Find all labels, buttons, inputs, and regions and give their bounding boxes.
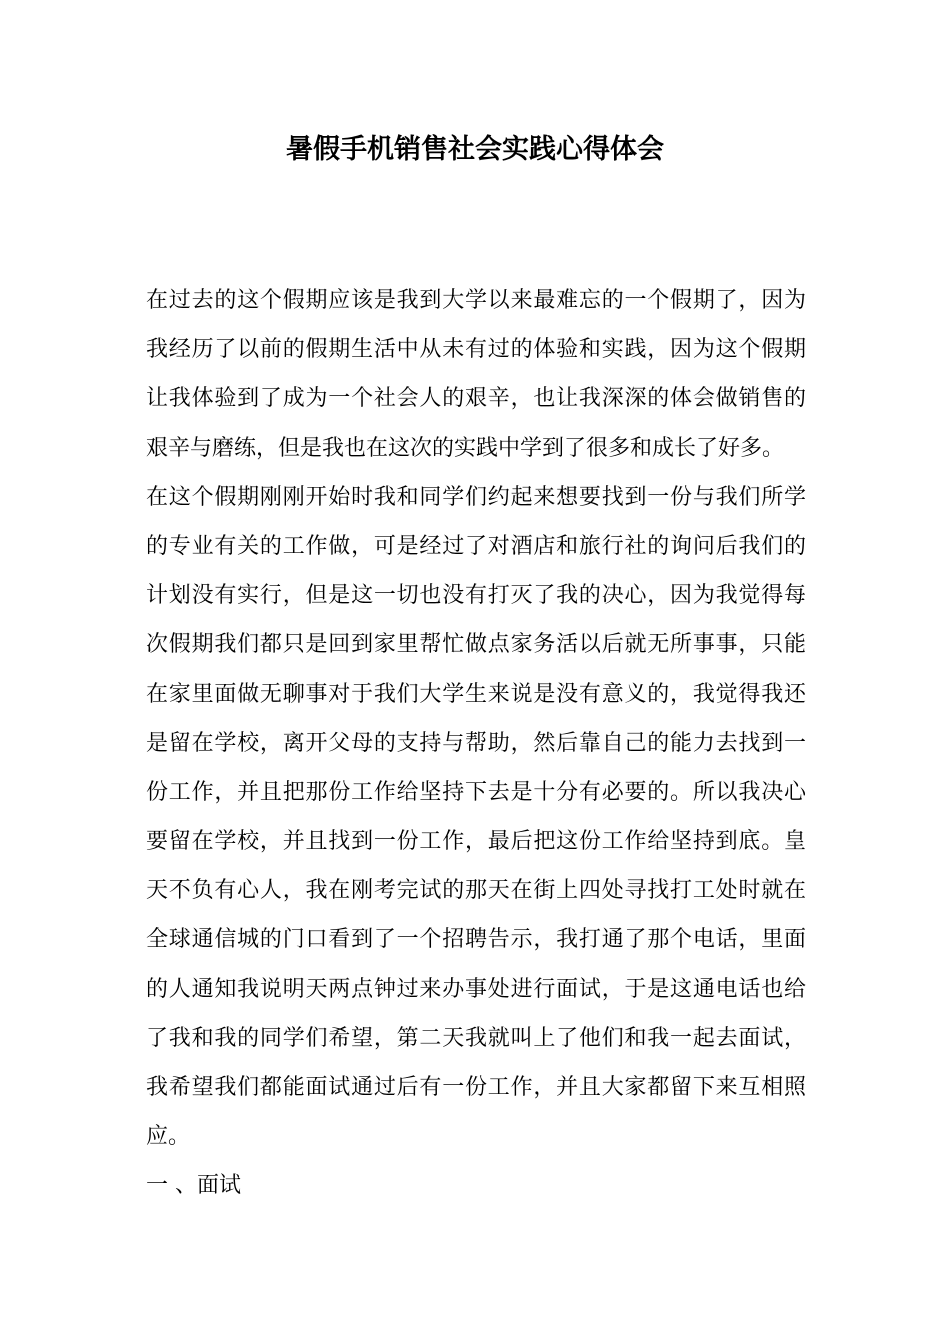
section-heading: 一 、面试 xyxy=(146,1173,241,1199)
body-line: 的专业有关的工作做，可是经过了对酒店和旅行社的询问后我们的 xyxy=(146,533,806,559)
body-line: 次假期我们都只是回到家里帮忙做点家务活以后就无所事事，只能 xyxy=(146,632,806,658)
body-line: 我希望我们都能面试通过后有一份工作，并且大家都留下来互相照 xyxy=(146,1075,806,1100)
body-line: 了我和我的同学们希望，第二天我就叫上了他们和我一起去面试， xyxy=(146,1025,806,1051)
body-line: 在过去的这个假期应该是我到大学以来最难忘的一个假期了，因为 xyxy=(146,288,806,313)
body-line: 的人通知我说明天两点钟过来办事处进行面试，于是这通电话也给 xyxy=(146,976,806,1002)
body-line: 在这个假期刚刚开始时我和同学们约起来想要找到一份与我们所学 xyxy=(146,484,806,510)
body-line: 份工作，并且把那份工作给坚持下去是十分有必要的。所以我决心 xyxy=(146,779,806,805)
document-title: 暑假手机销售社会实践心得体会 xyxy=(286,134,664,165)
document-body xyxy=(146,282,806,1217)
body-line: 是留在学校，离开父母的支持与帮助，然后靠自己的能力去找到一 xyxy=(146,730,806,756)
body-line: 艰辛与磨练，但是我也在这次的实践中学到了很多和成长了好多。 xyxy=(146,435,785,461)
body-line: 我经历了以前的假期生活中从未有过的体验和实践，因为这个假期 xyxy=(146,337,806,363)
body-line: 应。 xyxy=(146,1124,191,1150)
body-line: 天不负有心人，我在刚考完试的那天在街上四处寻找打工处时就在 xyxy=(146,878,806,904)
body-line: 让我体验到了成为一个社会人的艰辛，也让我深深的体会做销售的 xyxy=(146,386,806,412)
body-line: 计划没有实行，但是这一切也没有打灭了我的决心，因为我觉得每 xyxy=(146,583,806,609)
body-line: 全球通信城的门口看到了一个招聘告示，我打通了那个电话，里面 xyxy=(146,927,806,953)
body-line: 要留在学校，并且找到一份工作，最后把这份工作给坚持到底。皇 xyxy=(146,829,806,855)
body-line: 在家里面做无聊事对于我们大学生来说是没有意义的，我觉得我还 xyxy=(146,681,806,707)
